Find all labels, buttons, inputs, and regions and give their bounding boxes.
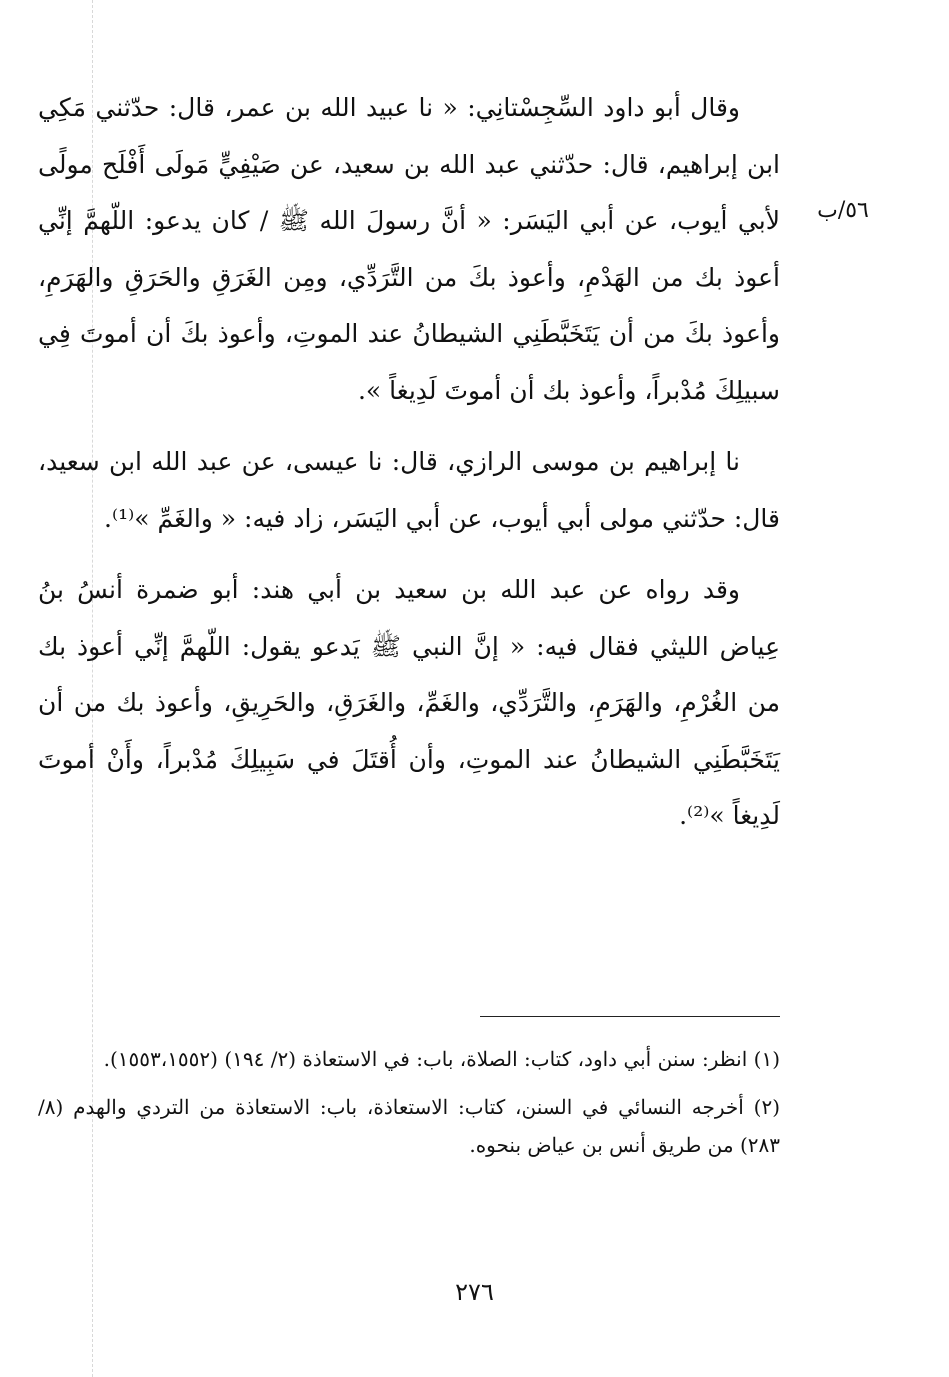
paragraph-3: وقد رواه عن عبد الله بن سعيد بن أبي هند: أبو ضمرة أنسُ بنُ عِياض الليثي فقال فيه: « إنَّ النبي ﷺ يَدعو يقول: اللّهمَّ إنِّي أعوذ بك من الغُرْمِ، والهَرَمِ، والتَّرَدِّي، والغَمِّ، والغَرَقِ، والحَرِيقِ، وأعوذ بك من أن يَتَخَبَّطَنِي الشيطانُ عند الموتِ، وأن أُقتَلَ في سَبِيلِكَ مُدْبراً، وأَنْ أموتَ لَدِيغاً »⁽²⁾. <box>38 575 780 830</box>
footnote-separator <box>480 1016 780 1017</box>
page-number: ٢٧٦ <box>455 1278 494 1306</box>
footnotes <box>38 1040 780 1174</box>
margin-folio-note: ٥٦/ب <box>817 198 869 223</box>
paragraph-1: وقال أبو داود السِّجِسْتانِي: « نا عبيد الله بن عمر، قال: حدّثني مَكِي ابن إبراهيم، قال: حدّثني عبد الله بن سعيد، عن صَيْفِيٍّ مَولَى أَفْلَح مولًى لأبي أيوب، عن أبي اليَسَر: « أنَّ رسولَ الله ﷺ / كان يدعو: اللّهمَّ إنِّي أعوذ بك من الهَدْمِ، وأعوذ بكَ من التَّرَدِّي، ومِن الغَرَقِ والحَرَقِ والهَرَمِ، وأعوذ بكَ من أن يَتَخَبَّطَنِي الشيطانُ عند الموتِ، وأعوذ بكَ أن أموتَ فِي سبيلِكَ مُدْبراً، وأعوذ بك أن أموتَ لَدِيغاً ». <box>38 93 780 405</box>
paragraph-2: نا إبراهيم بن موسى الرازي، قال: نا عيسى، عن عبد الله ابن سعيد، قال: حدّثني مولى أبي أيوب، عن أبي اليَسَر، زاد فيه: « والغَمِّ »⁽¹⁾. <box>38 447 780 533</box>
main-text <box>38 80 780 860</box>
footnote-2: (٢) أخرجه النسائي في السنن، كتاب: الاستعاذة، باب: الاستعاذة من التردي والهدم (٨/ ٢٨٣) من طريق أنس بن عياض بنحوه. <box>38 1095 780 1157</box>
footnote-1: (١) انظر: سنن أبي داود، كتاب: الصلاة، باب: في الاستعاذة (٢/ ١٩٤) (١٥٥٣،١٥٥٢). <box>103 1047 780 1071</box>
